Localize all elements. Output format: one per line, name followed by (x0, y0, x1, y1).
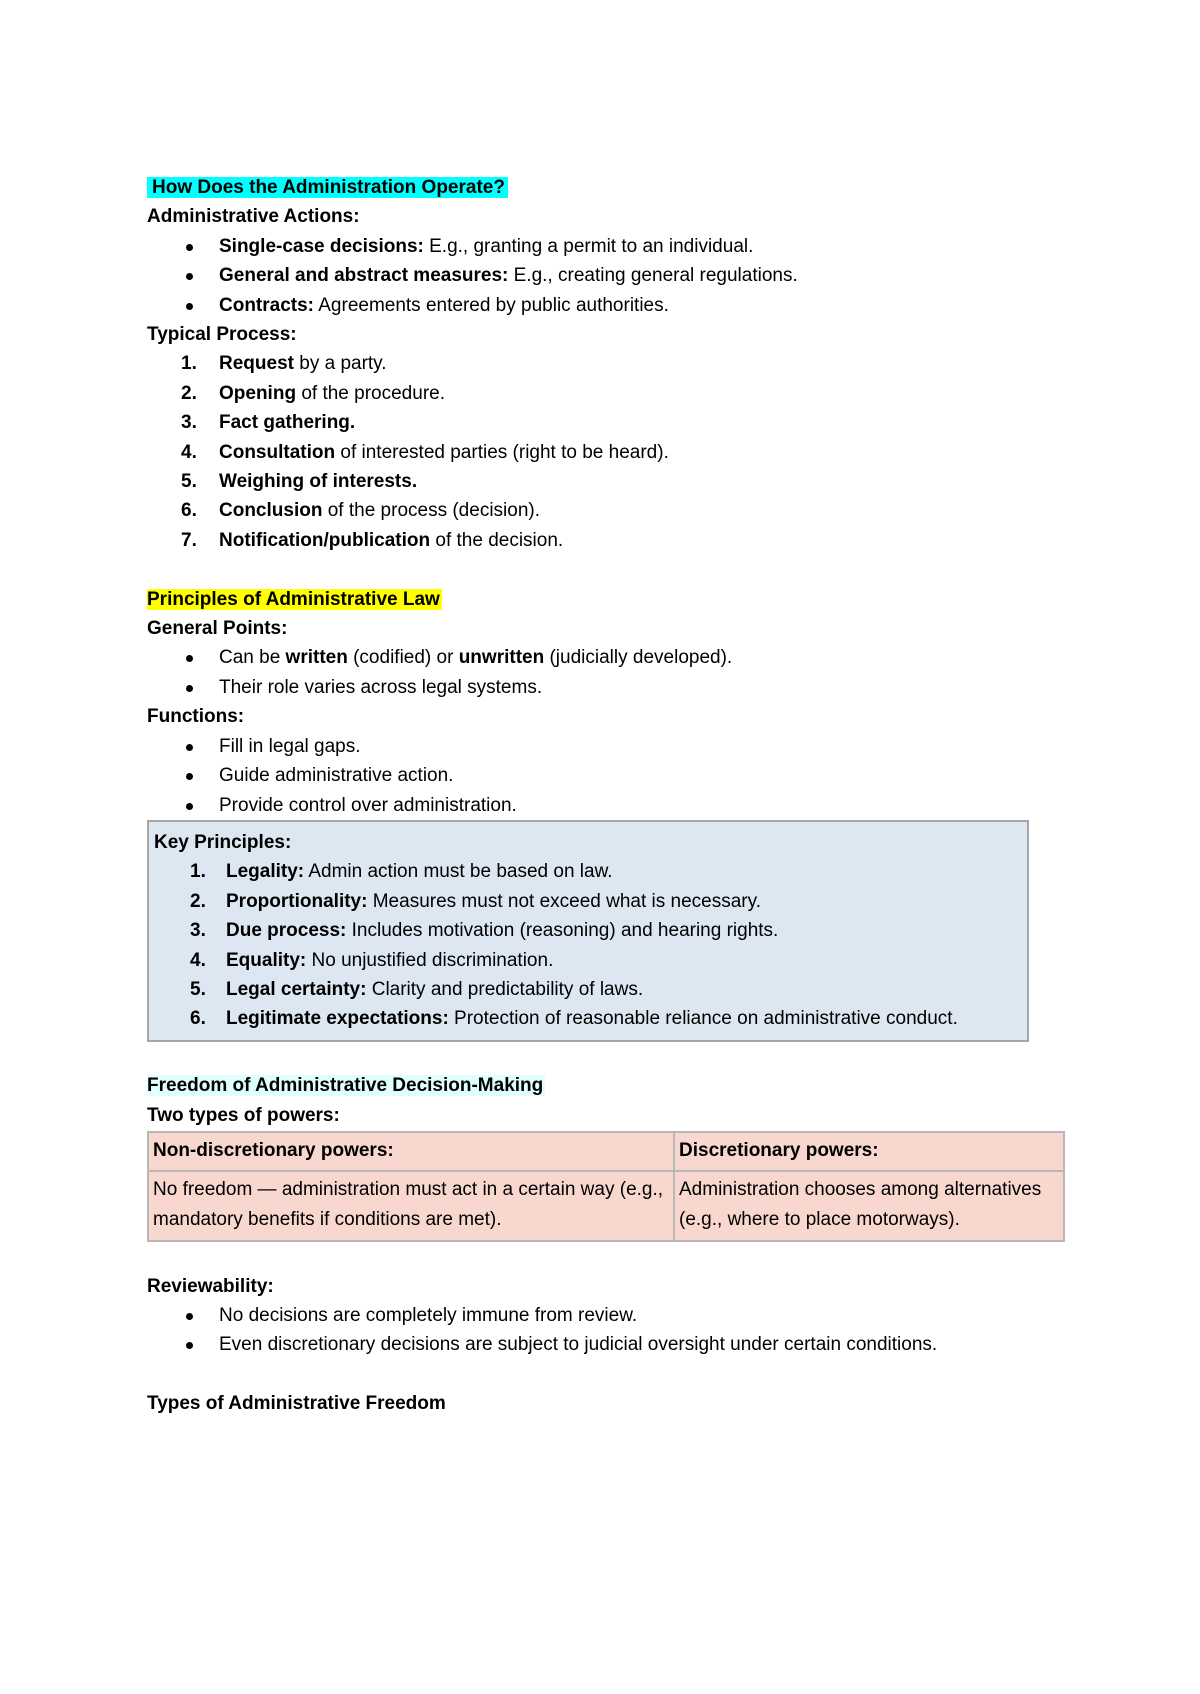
list-item: Their role varies across legal systems. (147, 673, 1067, 702)
list-item: 3. Fact gathering. (181, 412, 356, 434)
list-item: 2. Opening of the procedure. (181, 382, 445, 404)
list-item: Contracts: Agreements entered by public authorities. (147, 291, 1067, 320)
list-item: Even discretionary decisions are subject to judicial oversight under certain conditions. (147, 1330, 1067, 1359)
table-row (148, 1171, 1064, 1241)
table-cell: No freedom — administration must act in a certain way (e.g., mandatory benefits if conditions are met). (148, 1171, 674, 1241)
table-row (148, 1132, 1064, 1171)
general-points-heading: General Points: (147, 618, 288, 640)
reviewability-list (147, 1301, 1067, 1360)
actions-heading: Administrative Actions: (147, 206, 360, 228)
list-item: General and abstract measures: E.g., creating general regulations. (147, 261, 1067, 290)
list-item: 6. Legitimate expectations: Protection of reasonable reliance on administrative conduct. (190, 1008, 958, 1030)
list-item: 5. Legal certainty: Clarity and predictability of laws. (190, 978, 644, 1000)
section-title-freedom: Freedom of Administrative Decision-Making (147, 1075, 544, 1097)
section-title-operation: How Does the Administration Operate? (147, 173, 1067, 202)
actions-list (147, 232, 1067, 320)
list-item: Guide administrative action. (147, 761, 1067, 790)
process-list (147, 349, 1067, 555)
list-item: 1. Legality: Admin action must be based on law. (190, 861, 613, 883)
table-cell: Administration chooses among alternatives (e.g., where to place motorways). (674, 1171, 1064, 1241)
functions-list (147, 732, 1067, 820)
list-item: Single-case decisions: E.g., granting a permit to an individual. (147, 232, 1067, 261)
key-principles-list (154, 857, 1022, 1033)
general-points-list (147, 643, 1067, 702)
list-item: 1. Request by a party. (181, 353, 387, 375)
table-header-cell: Discretionary powers: (674, 1132, 1064, 1171)
powers-table (147, 1131, 1065, 1242)
reviewability-heading: Reviewability: (147, 1275, 274, 1297)
list-item: 3. Due process: Includes motivation (reasoning) and hearing rights. (190, 920, 779, 942)
process-heading: Typical Process: (147, 324, 297, 346)
list-item: 4. Consultation of interested parties (right to be heard). (181, 441, 669, 463)
list-item: Can be written (codified) or unwritten (judicially developed). (147, 643, 1067, 672)
types-of-freedom-heading: Types of Administrative Freedom (147, 1393, 446, 1415)
document-body (147, 173, 1067, 1419)
list-item: No decisions are completely immune from review. (147, 1301, 1067, 1330)
list-item: 7. Notification/publication of the decision. (181, 529, 564, 551)
functions-heading: Functions: (147, 706, 245, 728)
two-types-heading: Two types of powers: (147, 1104, 340, 1126)
list-item: 2. Proportionality: Measures must not exceed what is necessary. (190, 890, 761, 912)
table-header-cell: Non-discretionary powers: (148, 1132, 674, 1171)
list-item: 4. Equality: No unjustified discrimination. (190, 949, 554, 971)
list-item: 5. Weighing of interests. (181, 471, 418, 493)
list-item: Fill in legal gaps. (147, 732, 1067, 761)
list-item: 6. Conclusion of the process (decision). (181, 500, 540, 522)
list-item: Provide control over administration. (147, 791, 1067, 820)
key-principles-box (147, 820, 1029, 1042)
section-title-principles: Principles of Administrative Law (147, 588, 440, 610)
key-principles-heading: Key Principles: (154, 831, 292, 853)
